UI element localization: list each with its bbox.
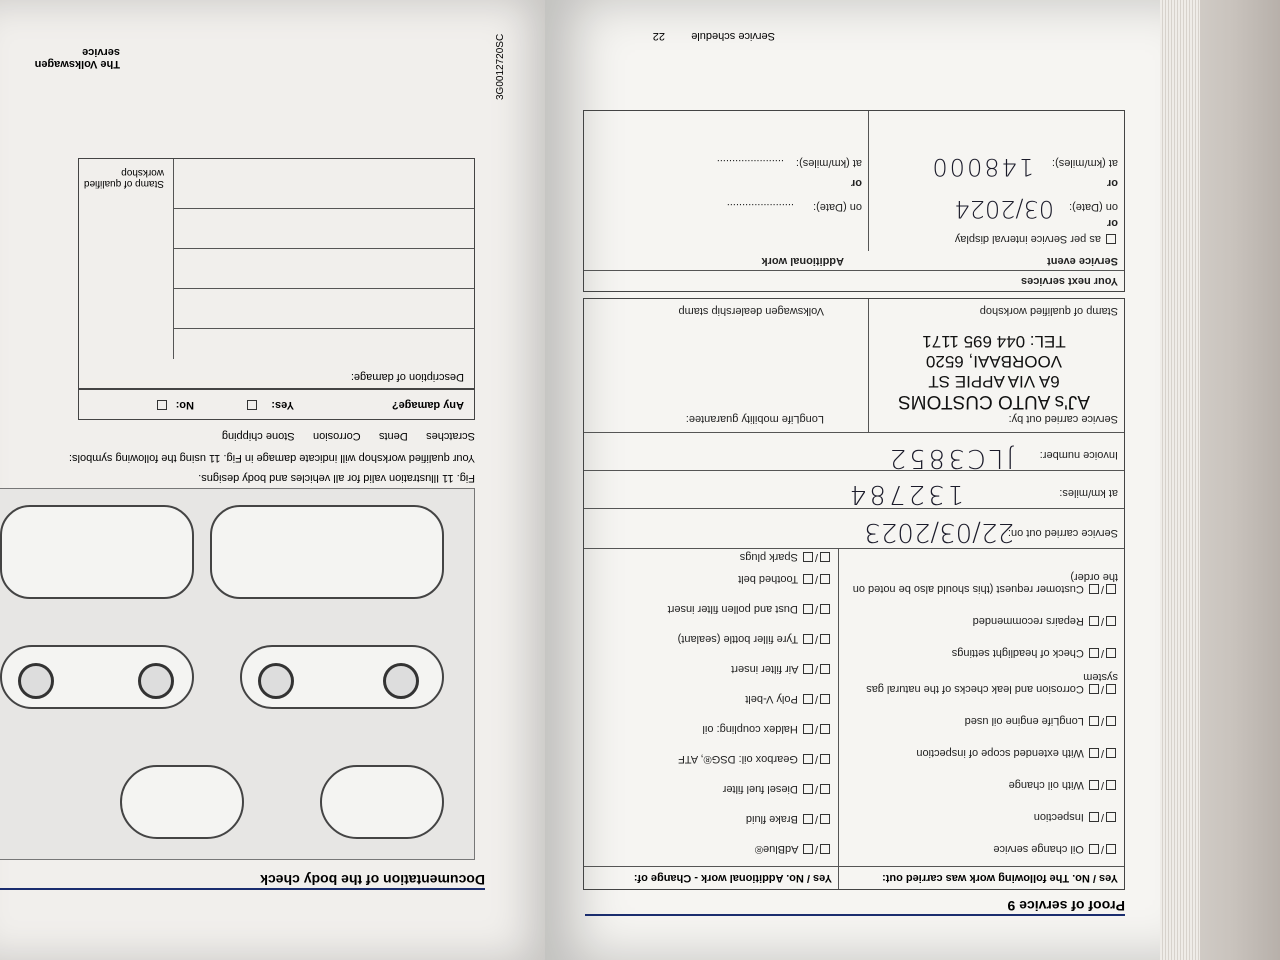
page-number: 22	[652, 30, 665, 42]
car-illustration-box	[0, 488, 475, 860]
no-checkbox[interactable]	[803, 604, 813, 614]
running-header: Service schedule	[691, 30, 775, 42]
service-date-label: Service carried out on:	[1007, 527, 1118, 539]
no-checkbox[interactable]	[1089, 584, 1099, 594]
dents-label: Dents	[378, 430, 408, 442]
right-item: / Gearbox oil: DSG®, ATF	[678, 753, 832, 765]
dotted-line: ......................	[726, 201, 794, 213]
right-item: / Spark plugs	[740, 551, 832, 563]
dealer-stamp-label: Volkswagen dealership stamp	[678, 305, 824, 317]
right-item: / AdBlue®	[755, 843, 832, 855]
no-checkbox[interactable]	[803, 724, 813, 734]
no-checkbox[interactable]	[803, 694, 813, 704]
on-date-label: on (Date):	[1069, 201, 1118, 213]
additional-work-header: Additional work	[761, 255, 844, 267]
service-table	[583, 298, 1125, 890]
no-checkbox[interactable]	[803, 634, 813, 644]
interval-checkbox[interactable]	[1106, 234, 1116, 244]
interval-display-option: as per Service interval display	[955, 233, 1118, 245]
left-item: / Corrosion and leak checks of the natural gas system	[866, 671, 1118, 695]
left-item: / Customer request (this should also be noted on the order)	[852, 571, 1118, 595]
yes-checkbox[interactable]	[1106, 780, 1116, 790]
no-checkbox[interactable]	[1089, 616, 1099, 626]
wheel-icon	[258, 663, 294, 699]
car-top-view-icon	[320, 765, 444, 839]
carried-by-label: Service carried out by:	[1008, 413, 1118, 425]
right-page-content	[545, 0, 1175, 960]
dotted-line: ......................	[716, 157, 784, 169]
yes-checkbox[interactable]	[1106, 844, 1116, 854]
right-item: / Dust and pollen filter insert	[668, 603, 832, 615]
wheel-icon	[18, 663, 54, 699]
no-checkbox[interactable]	[1089, 716, 1099, 726]
right-item: / Diesel fuel filter	[723, 783, 832, 795]
any-damage-row	[78, 388, 475, 420]
yes-checkbox[interactable]	[820, 574, 830, 584]
no-checkbox[interactable]	[1089, 812, 1099, 822]
or-label: or	[851, 177, 862, 189]
yes-checkbox[interactable]	[1106, 748, 1116, 758]
no-checkbox[interactable]	[803, 784, 813, 794]
left-column-header: Yes / No. The following work was carried out:	[882, 872, 1118, 884]
or-label: or	[1107, 217, 1118, 229]
yes-checkbox[interactable]	[820, 552, 830, 562]
right-item: / Brake fluid	[746, 813, 832, 825]
invoice-label: Invoice number:	[1039, 449, 1118, 461]
wheel-icon	[383, 663, 419, 699]
no-checkbox[interactable]	[1089, 748, 1099, 758]
yes-checkbox[interactable]	[820, 634, 830, 644]
next-services-title: Your next services	[1020, 275, 1118, 287]
stamp-label: Stamp of qualified workshop	[83, 167, 164, 189]
left-item: / Inspection	[1034, 811, 1118, 823]
km-handwritten: 132784	[846, 479, 964, 509]
yes-checkbox[interactable]	[820, 724, 830, 734]
yes-checkbox[interactable]	[1106, 684, 1116, 694]
left-item: / With oil change	[1009, 779, 1118, 791]
yes-checkbox[interactable]	[820, 604, 830, 614]
section-title: Documentation of the body check	[0, 866, 485, 890]
yes-checkbox[interactable]	[820, 694, 830, 704]
symbol-legend	[222, 430, 475, 442]
wheel-icon	[138, 663, 174, 699]
no-checkbox[interactable]	[157, 400, 167, 410]
additional-at-km: at (km/miles):	[796, 157, 862, 169]
yes-checkbox[interactable]	[1106, 716, 1116, 726]
workshop-stamp-label: Stamp of qualified workshop	[979, 305, 1118, 317]
next-services-table	[583, 110, 1125, 292]
no-checkbox[interactable]	[803, 844, 813, 854]
workshop-stamp: AJ's AUTO CUSTOMS 6A VIA APPIE ST VOORBAAI, 6520 TEL: 044 695 1171	[898, 332, 1090, 412]
car-top-outline-icon	[0, 505, 194, 599]
yes-checkbox[interactable]	[1106, 616, 1116, 626]
doc-code: 3G0012720SC	[495, 33, 506, 100]
longlife-label: LongLife mobility guarantee:	[685, 413, 824, 425]
service-date-handwritten: 22/03/2023	[864, 517, 1014, 547]
yes-checkbox[interactable]	[247, 400, 257, 410]
no-checkbox[interactable]	[803, 552, 813, 562]
left-item: / Repairs recommended	[973, 615, 1118, 627]
left-item: / LongLife engine oil used	[965, 715, 1118, 727]
right-item: / Haldex coupling: oil	[702, 723, 832, 735]
left-item: / Oil change service	[993, 843, 1118, 855]
no-checkbox[interactable]	[803, 814, 813, 824]
yes-checkbox[interactable]	[820, 664, 830, 674]
yes-checkbox[interactable]	[1106, 584, 1116, 594]
car-roof-view-icon	[120, 765, 244, 839]
next-km-handwritten: 148000	[930, 153, 1034, 181]
km-label: at km/miles:	[1059, 487, 1118, 499]
right-item: / Air filter insert	[731, 663, 832, 675]
no-checkbox[interactable]	[1089, 684, 1099, 694]
yes-checkbox[interactable]	[820, 784, 830, 794]
no-label: No:	[175, 399, 194, 411]
yes-checkbox[interactable]	[820, 814, 830, 824]
stone-chipping-label: Stone chipping	[221, 430, 295, 442]
at-km-label: at (km/miles):	[1052, 157, 1118, 169]
yes-checkbox[interactable]	[1106, 648, 1116, 658]
next-date-handwritten: 03/2024	[954, 195, 1054, 223]
description-label: Description of damage:	[350, 371, 464, 383]
right-item: / Poly V-belt	[745, 693, 832, 705]
right-item: / Toothed belt	[738, 573, 832, 585]
left-header: The Volkswagen service	[34, 46, 120, 70]
damage-description-box	[78, 158, 475, 390]
damage-intro: Your qualified workshop will indicate damage in Fig. 11 using the following symbols:	[68, 452, 475, 464]
left-page-content	[0, 0, 560, 960]
car-underbody-icon	[210, 505, 444, 599]
proof-title: Proof of service 9	[585, 890, 1125, 916]
yes-label: Yes:	[271, 399, 294, 411]
no-checkbox[interactable]	[803, 664, 813, 674]
scratches-label: Scratches	[426, 430, 475, 442]
any-damage-label: Any damage?	[391, 399, 464, 411]
yes-checkbox[interactable]	[1106, 812, 1116, 822]
corrosion-label: Corrosion	[312, 430, 361, 442]
additional-on-date: on (Date):	[813, 201, 862, 213]
left-item: / Check of headlight settings	[952, 647, 1118, 659]
no-checkbox[interactable]	[803, 754, 813, 764]
no-checkbox[interactable]	[1089, 780, 1099, 790]
no-checkbox[interactable]	[1089, 648, 1099, 658]
yes-checkbox[interactable]	[820, 754, 830, 764]
yes-checkbox[interactable]	[820, 844, 830, 854]
no-checkbox[interactable]	[1089, 844, 1099, 854]
or-label: or	[1107, 177, 1118, 189]
right-column-header: Yes / No. Additional work - Change of:	[633, 872, 832, 884]
service-event-header: Service event	[1047, 255, 1118, 267]
no-checkbox[interactable]	[803, 574, 813, 584]
right-item: / Tyre filler bottle (sealant)	[678, 633, 832, 645]
fig-caption: Fig. 11 Illustration valid for all vehicles and body designs.	[198, 472, 475, 484]
invoice-handwritten: JLC3852	[886, 443, 1014, 473]
left-item: / With extended scope of inspection	[916, 747, 1118, 759]
